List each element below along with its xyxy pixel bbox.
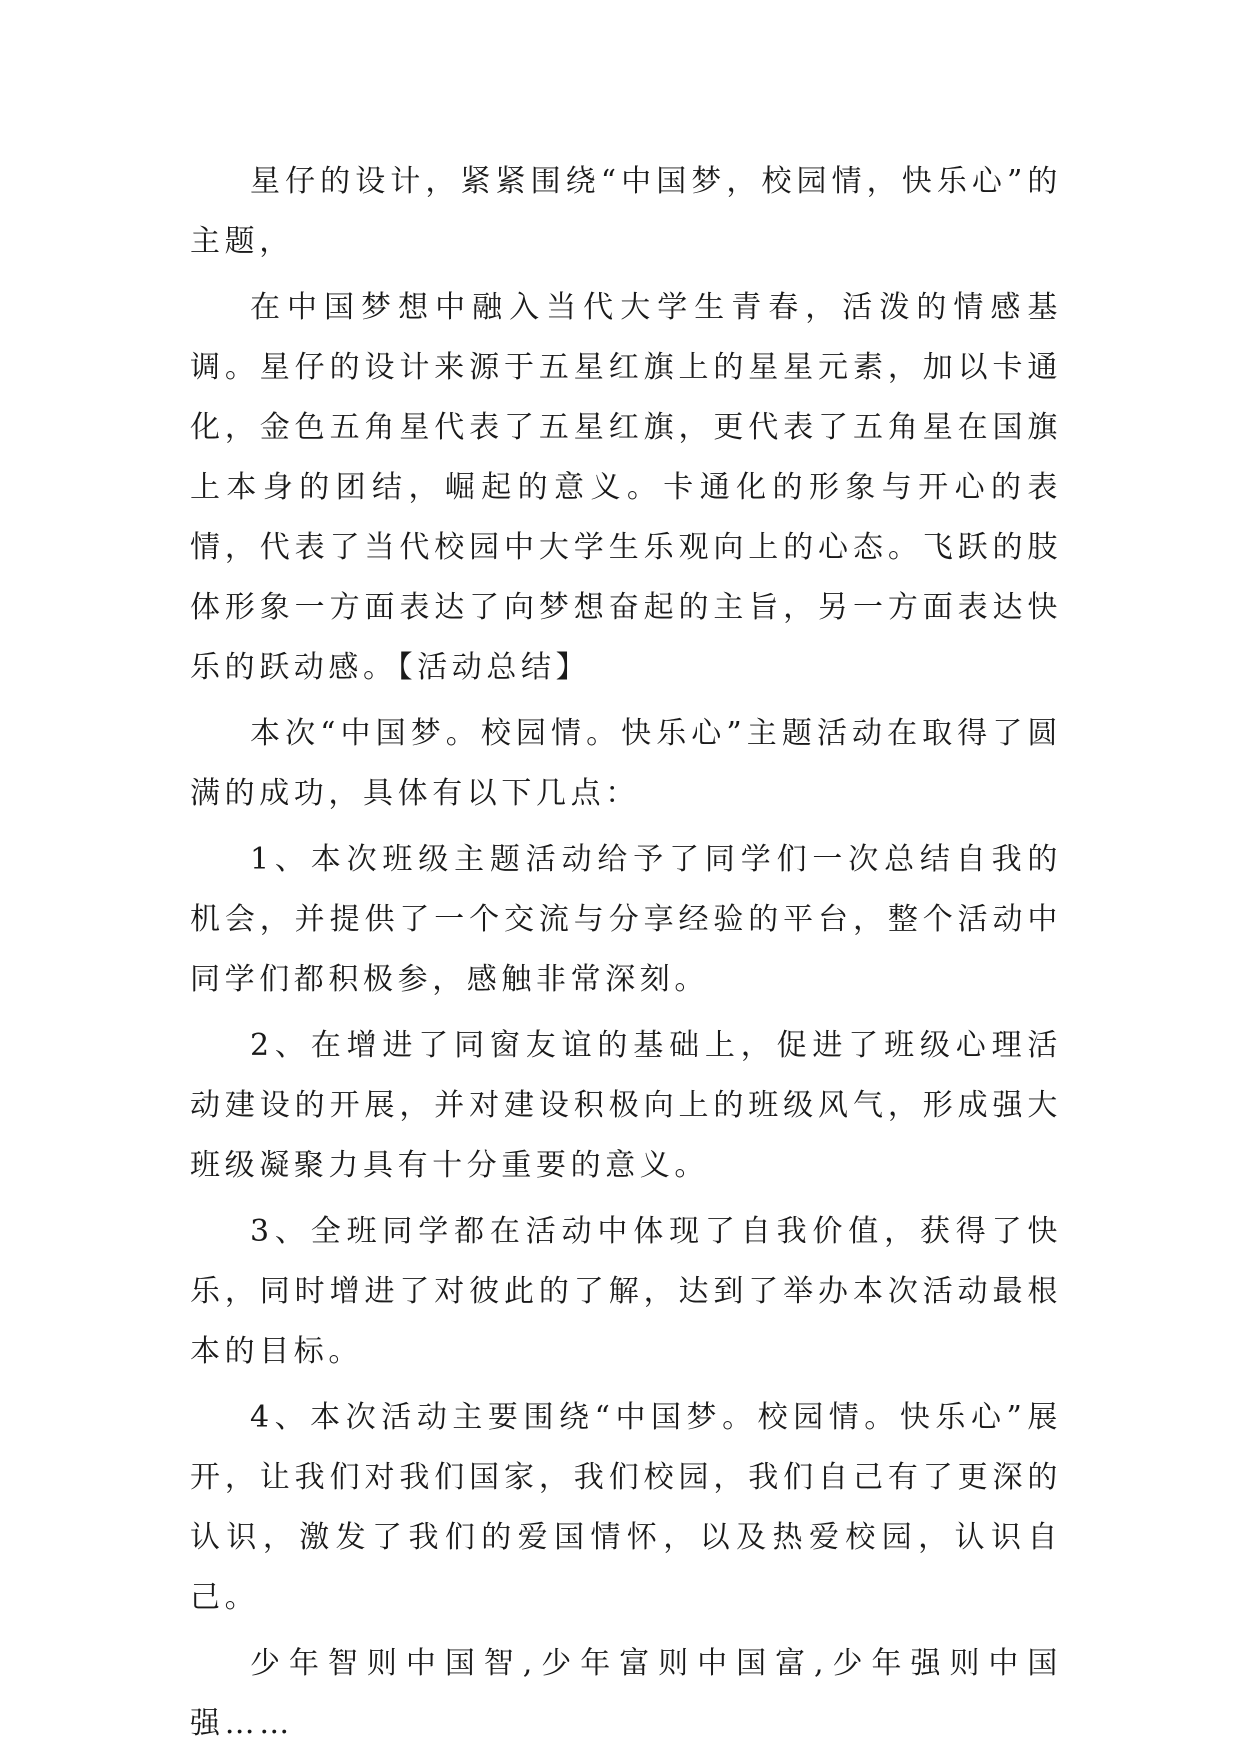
paragraph-summary-intro: 本次“中国梦。校园情。快乐心”主题活动在取得了圆满的成功，具体有以下几点： [190, 716, 1062, 811]
paragraph-point-1: 1、本次班级主题活动给予了同学们一次总结自我的机会，并提供了一个交流与分享经验的平台，整个活动中同学们都积极参，感触非常深刻。 [190, 842, 1062, 997]
document-body [190, 152, 1062, 1754]
paragraph-mascot-theme: 星仔的设计，紧紧围绕“中国梦，校园情，快乐心”的主题， [190, 164, 1062, 259]
paragraph-point-4: 4、本次活动主要围绕“中国梦。校园情。快乐心”展开，让我们对我们国家，我们校园，我们自己有了更深的认识，激发了我们的爱国情怀，以及热爱校园，认识自己。 [190, 1400, 1062, 1615]
paragraph-point-2: 2、在增进了同窗友谊的基础上，促进了班级心理活动建设的开展，并对建设积极向上的班级风气，形成强大班级凝聚力具有十分重要的意义。 [190, 1028, 1062, 1183]
paragraph-closing: 少年智则中国智,少年富则中国富,少年强则中国强…… [190, 1646, 1062, 1741]
paragraph-point-3: 3、全班同学都在活动中体现了自我价值，获得了快乐，同时增进了对彼此的了解，达到了举办本次活动最根本的目标。 [190, 1214, 1062, 1369]
paragraph-mascot-design: 在中国梦想中融入当代大学生青春，活泼的情感基调。星仔的设计来源于五星红旗上的星星元素，加以卡通化，金色五角星代表了五星红旗，更代表了五角星在国旗上本身的团结，崛起的意义。卡通化的形象与开心的表情，代表了当代校园中大学生乐观向上的心态。飞跃的肢体形象一方面表达了向梦想奋起的主旨，另一方面表达快乐的跃动感。【活动总结】 [190, 290, 1062, 685]
